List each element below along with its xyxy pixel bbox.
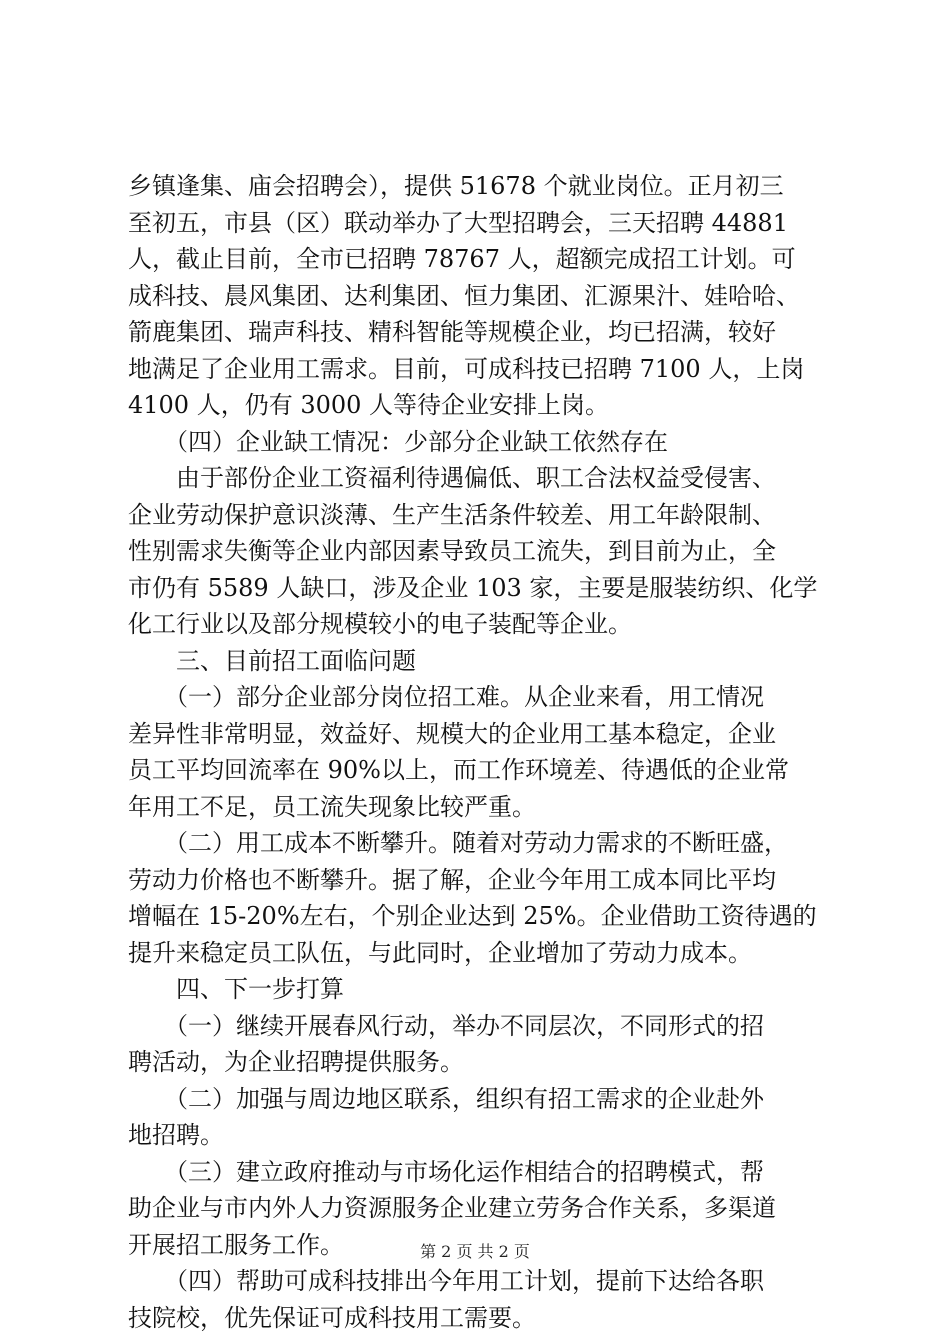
text-line: 助企业与市内外人力资源服务企业建立劳务合作关系，多渠道: [128, 1194, 776, 1222]
text-line: （四）帮助可成科技排出今年用工计划，提前下达给各职: [128, 1267, 764, 1295]
text-line: 企业劳动保护意识淡薄、生产生活条件较差、用工年龄限制、: [128, 500, 776, 529]
text-line: 开展招工服务工作。: [128, 1230, 344, 1259]
text-line: 员工平均回流率在 90%以上，而工作环境差、待遇低的企业常: [128, 756, 789, 784]
text-line: 聘活动，为企业招聘提供服务。: [128, 1048, 464, 1076]
text-line: 由于部份企业工资福利待遇偏低、职工合法权益受侵害、: [128, 464, 776, 492]
text-line: 成科技、晨风集团、达利集团、恒力集团、汇源果汁、娃哈哈、: [128, 281, 800, 310]
text-line: 提升来稳定员工队伍，与此同时，企业增加了劳动力成本。: [128, 938, 752, 967]
document-body: [128, 168, 828, 1336]
text-line: （一）继续开展春风行动，举办不同层次，不同形式的招: [128, 1011, 764, 1040]
text-line: 劳动力价格也不断攀升。据了解，企业今年用工成本同比平均: [128, 865, 776, 894]
text-line: 四、下一步打算: [128, 975, 344, 1003]
text-line: 性别需求失衡等企业内部因素导致员工流失，到目前为止，全: [128, 537, 776, 565]
text-line: 年用工不足，员工流失现象比较严重。: [128, 792, 536, 821]
text-line: 差异性非常明显，效益好、规模大的企业用工基本稳定，企业: [128, 719, 776, 748]
text-line: （二）加强与周边地区联系，组织有招工需求的企业赴外: [128, 1084, 764, 1113]
text-line: 至初五，市县（区）联动举办了大型招聘会，三天招聘 44881: [128, 208, 788, 237]
text-line: （一）部分企业部分岗位招工难。从企业来看，用工情况: [128, 683, 764, 711]
text-line: 箭鹿集团、瑞声科技、精科智能等规模企业，均已招满，较好: [128, 318, 776, 346]
text-line: 人，截止目前，全市已招聘 78767 人，超额完成招工计划。可: [128, 245, 796, 273]
text-line: 4100 人，仍有 3000 人等待企业安排上岗。: [128, 391, 610, 419]
text-line: 技院校，优先保证可成科技用工需要。: [128, 1303, 536, 1332]
text-line: （三）建立政府推动与市场化运作相结合的招聘模式，帮: [128, 1157, 764, 1186]
text-line: 乡镇逢集、庙会招聘会），提供 51678 个就业岗位。正月初三: [128, 172, 784, 200]
text-line: 地招聘。: [128, 1121, 224, 1149]
text-line: 增幅在 15-20%左右，个别企业达到 25%。企业借助工资待遇的: [128, 902, 817, 930]
text-line: （二）用工成本不断攀升。随着对劳动力需求的不断旺盛，: [128, 829, 788, 857]
page-footer: 第 2 页 共 2 页: [420, 1242, 530, 1261]
text-line: 地满足了企业用工需求。目前，可成科技已招聘 7100 人，上岗: [128, 354, 805, 383]
text-line: （四）企业缺工情况：少部分企业缺工依然存在: [128, 427, 668, 456]
text-line: 化工行业以及部分规模较小的电子装配等企业。: [128, 610, 632, 638]
text-line: 三、目前招工面临问题: [128, 646, 416, 675]
text-line: 市仍有 5589 人缺口，涉及企业 103 家，主要是服装纺织、化学: [128, 573, 818, 602]
